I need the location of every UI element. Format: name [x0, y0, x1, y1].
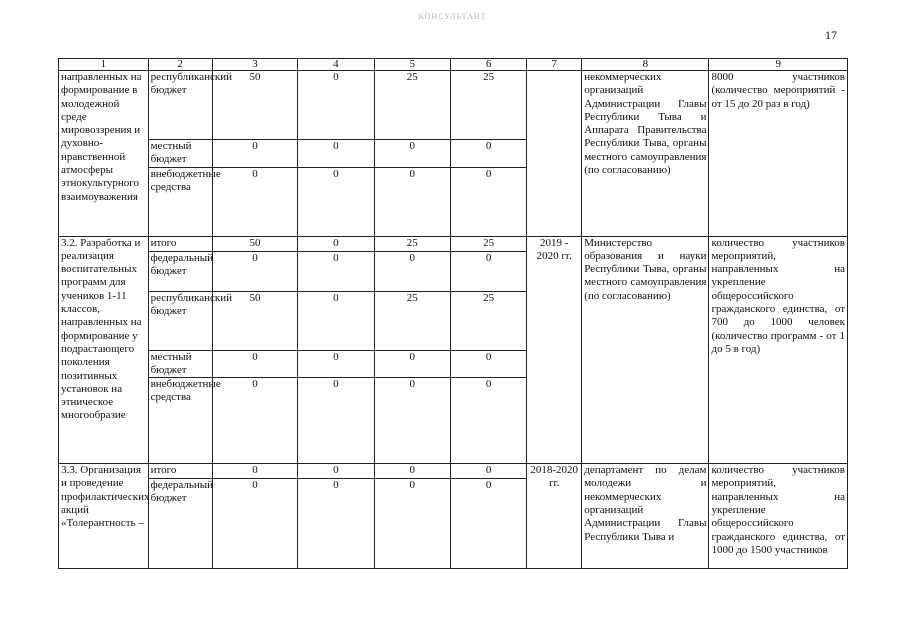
value-cell: 0	[212, 350, 298, 378]
column-number: 6	[450, 59, 526, 71]
value-cell: 0	[298, 236, 374, 251]
value-cell: 0	[212, 464, 298, 479]
value-cell: 0	[374, 140, 450, 168]
measure-name-cell: 3.3. Организация и проведение профилактических акций «Толерантность –	[59, 464, 149, 569]
value-cell: 0	[212, 167, 298, 236]
value-cell: 0	[212, 140, 298, 168]
column-number: 4	[298, 59, 374, 71]
page-number: 17	[825, 28, 837, 42]
source-label: местный бюджет	[148, 350, 212, 378]
table-row	[59, 71, 848, 140]
source-label: федеральный бюджет	[148, 479, 212, 569]
table-row	[59, 464, 848, 479]
column-number: 8	[582, 59, 709, 71]
indicator-cell: количество участников мероприятий, направленных на укрепление общероссийского гражданского единства, от 700 до 1000 человек (количество программ - от 1 до 5 в год)	[709, 236, 848, 464]
measure-name-cell: 3.2. Разработка и реализация воспитательных программ для учеников 1-11 классов, направленных на формирование у подрастающего поколения позитивных установок на этническое многообразие	[59, 236, 149, 464]
table-row	[59, 236, 848, 251]
executor-cell: некоммерческих организаций Администрации Главы Республики Тыва и Аппарата Правительства Республики Тыва, органы местного самоуправления (по согласованию)	[582, 71, 709, 237]
value-cell: 0	[298, 464, 374, 479]
value-cell: 0	[450, 350, 526, 378]
value-cell: 0	[374, 464, 450, 479]
value-cell: 0	[374, 479, 450, 569]
value-cell: 0	[298, 251, 374, 291]
column-number: 2	[148, 59, 212, 71]
value-cell: 25	[450, 236, 526, 251]
value-cell: 0	[450, 167, 526, 236]
source-label: местный бюджет	[148, 140, 212, 168]
column-number: 5	[374, 59, 450, 71]
period-cell	[527, 71, 582, 237]
source-label: внебюджетные средства	[148, 378, 212, 464]
value-cell: 0	[450, 378, 526, 464]
value-cell: 0	[450, 140, 526, 168]
executor-cell: департамент по делам молодежи и некоммерческих организаций Администрации Главы Республики Тыва и	[582, 464, 709, 569]
value-cell: 0	[450, 251, 526, 291]
source-label: итого	[148, 236, 212, 251]
column-number: 7	[527, 59, 582, 71]
source-label: республиканский бюджет	[148, 71, 212, 140]
value-cell: 0	[298, 140, 374, 168]
value-cell: 0	[450, 464, 526, 479]
value-cell: 0	[212, 251, 298, 291]
executor-cell: Министерство образования и науки Республики Тыва, органы местного самоуправления (по согласованию)	[582, 236, 709, 464]
source-label: итого	[148, 464, 212, 479]
indicator-cell: количество участников мероприятий, направленных на укрепление общероссийского гражданского единства, от 1000 до 1500 участников	[709, 464, 848, 569]
value-cell: 0	[298, 167, 374, 236]
source-label: федеральный бюджет	[148, 251, 212, 291]
value-cell: 0	[450, 479, 526, 569]
value-cell: 0	[298, 378, 374, 464]
value-cell: 25	[374, 236, 450, 251]
value-cell: 0	[374, 378, 450, 464]
column-number: 1	[59, 59, 149, 71]
value-cell: 0	[298, 479, 374, 569]
column-number-row	[59, 59, 848, 71]
value-cell: 0	[298, 71, 374, 140]
value-cell: 0	[298, 350, 374, 378]
value-cell: 0	[374, 251, 450, 291]
value-cell: 0	[212, 479, 298, 569]
value-cell: 0	[298, 291, 374, 350]
value-cell: 25	[450, 71, 526, 140]
header-stamp: КОНСУЛЬТАНТ	[418, 12, 487, 21]
value-cell: 25	[374, 291, 450, 350]
indicator-cell: 8000 участников (количество мероприятий - от 15 до 20 раз в год)	[709, 71, 848, 237]
value-cell: 25	[450, 291, 526, 350]
value-cell: 50	[212, 236, 298, 251]
value-cell: 50	[212, 291, 298, 350]
value-cell: 25	[374, 71, 450, 140]
value-cell: 50	[212, 71, 298, 140]
column-number: 9	[709, 59, 848, 71]
value-cell: 0	[374, 350, 450, 378]
column-number: 3	[212, 59, 298, 71]
measure-name-cell: направленных на формирование в молодежной среде мировоззрения и духовно-нравственной атмосферы этнокультурного взаимоуважения	[59, 71, 149, 237]
source-label: республиканский бюджет	[148, 291, 212, 350]
period-cell: 2018-2020 гг.	[527, 464, 582, 569]
program-table	[58, 58, 848, 569]
source-label: внебюджетные средства	[148, 167, 212, 236]
period-cell: 2019 - 2020 гг.	[527, 236, 582, 464]
value-cell: 0	[374, 167, 450, 236]
value-cell: 0	[212, 378, 298, 464]
